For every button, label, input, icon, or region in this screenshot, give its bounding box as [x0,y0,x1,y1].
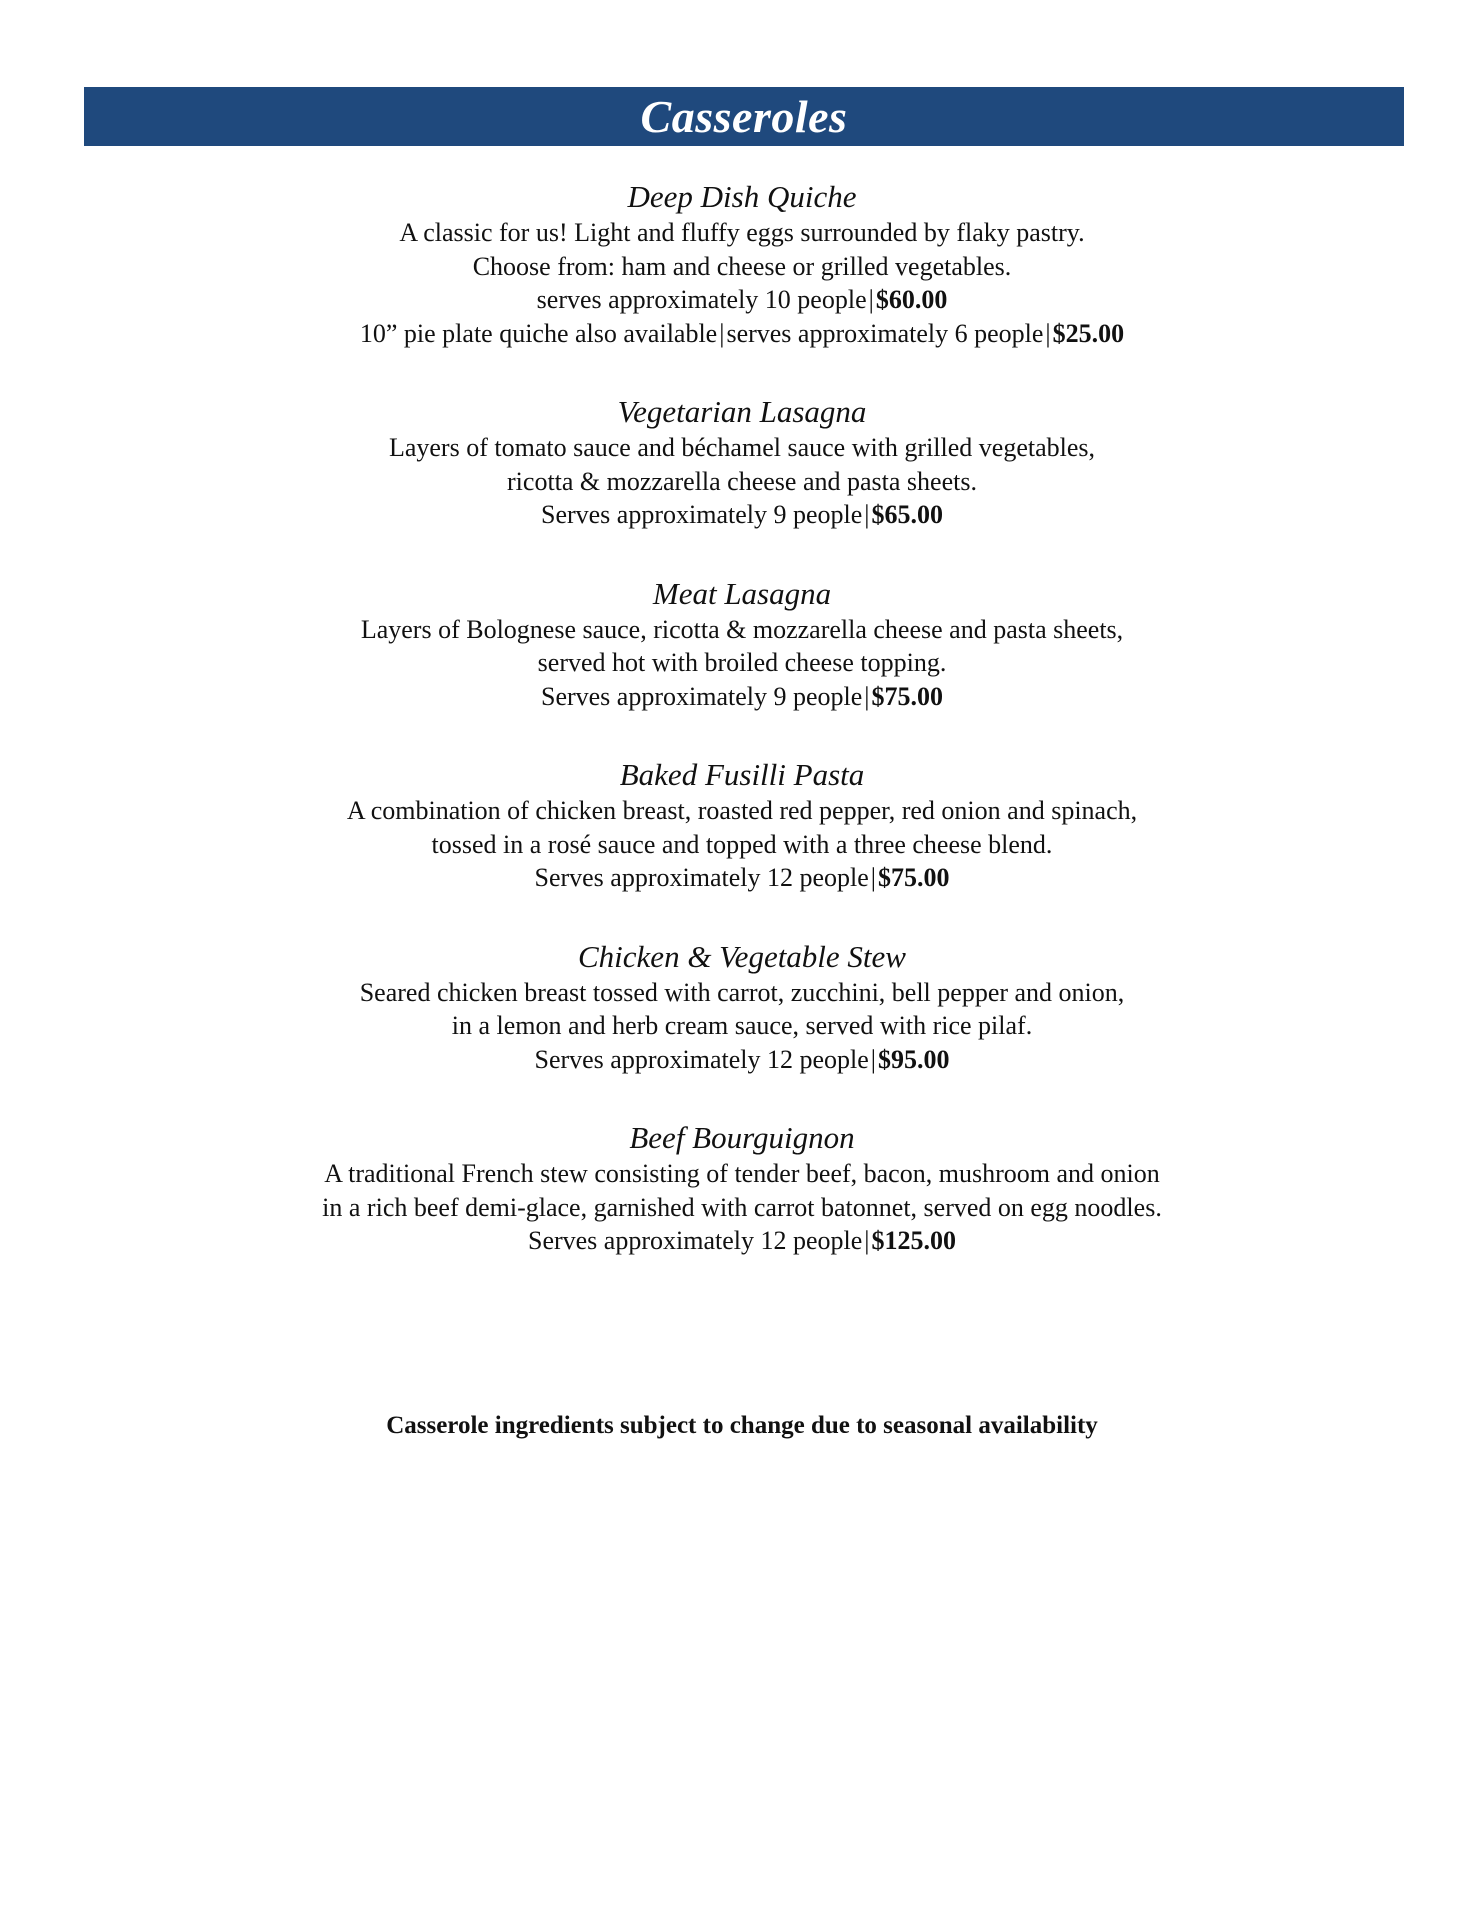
item-description-line: Layers of tomato sauce and béchamel sauce with grilled vegetables, [388,433,1096,462]
item-price: $60.00 [875,285,948,314]
item-name: Vegetarian Lasagna [617,394,867,429]
separator: | [868,285,874,314]
item-price: $65.00 [871,500,943,529]
menu-item-beef-bourguignon [0,1119,1484,1258]
item-description-line: in a lemon and herb cream sauce, served with rice pilaf. [451,1011,1033,1040]
separator: | [864,681,870,711]
item-description-line: Layers of Bolognese sauce, ricotta & mozzarella cheese and pasta sheets, [360,614,1124,644]
item-description-line: A classic for us! Light and fluffy eggs surrounded by flaky pastry. [399,218,1085,247]
item-serving: Serves approximately 12 people [527,1226,863,1255]
item-name: Meat Lasagna [652,575,832,611]
item-name: Beef Bourguignon [629,1120,855,1155]
item-serving-line [0,1224,1484,1258]
item-extra-option-line [0,317,1484,351]
item-price: $125.00 [871,1226,956,1255]
item-description-line: A traditional French stew consisting of tender beef, bacon, mushroom and onion [324,1159,1160,1188]
menu-item-baked-fusilli-pasta [0,756,1484,895]
item-name: Chicken & Vegetable Stew [578,938,906,974]
extra-option-label: 10” pie plate quiche also available [359,318,718,348]
item-serving: serves approximately 10 people [536,285,867,314]
item-serving: Serves approximately 12 people [534,1044,869,1074]
item-price: $75.00 [871,681,943,711]
item-description-line: A combination of chicken breast, roasted red pepper, red onion and spinach, [346,796,1138,825]
footnote: Casserole ingredients subject to change due to seasonal availability [386,1412,1098,1439]
item-serving: Serves approximately 12 people [534,863,869,892]
item-description-line: tossed in a rosé sauce and topped with a three cheese blend. [431,829,1053,859]
menu-item-deep-dish-quiche [0,178,1484,350]
item-description-line: ricotta & mozzarella cheese and pasta sheets. [507,466,977,496]
item-serving: Serves approximately 9 people [540,681,863,711]
item-description-line: Seared chicken breast tossed with carrot, zucchini, bell pepper and onion, [359,977,1125,1007]
item-serving-line [0,1043,1484,1077]
menu-item-vegetarian-lasagna [0,393,1484,532]
separator: | [864,1226,870,1255]
item-serving: Serves approximately 9 people [540,500,863,529]
item-price: $95.00 [878,1044,950,1074]
item-serving-line [0,861,1484,895]
separator: | [864,500,870,529]
separator: | [870,863,876,892]
menu-items [0,178,1484,1301]
item-description-line: served hot with broiled cheese topping. [537,648,947,677]
item-name: Baked Fusilli Pasta [619,757,865,792]
item-name: Deep Dish Quiche [627,179,857,214]
extra-option-price: $25.00 [1052,318,1125,348]
menu-item-chicken-vegetable-stew [0,938,1484,1077]
extra-option-serving: serves approximately 6 people [726,318,1044,348]
item-serving-line [0,680,1484,714]
separator: | [719,318,725,348]
menu-item-meat-lasagna [0,575,1484,714]
item-description-line: Choose from: ham and cheese or grilled vegetables. [472,251,1012,281]
item-serving-line [0,283,1484,317]
header-banner [84,87,1404,146]
item-serving-line [0,498,1484,532]
page-title: Casseroles [640,90,848,142]
separator: | [1045,318,1051,348]
separator: | [870,1044,876,1074]
item-description-line: in a rich beef demi-glace, garnished with carrot batonnet, served on egg noodles. [322,1192,1162,1222]
item-price: $75.00 [878,863,950,892]
